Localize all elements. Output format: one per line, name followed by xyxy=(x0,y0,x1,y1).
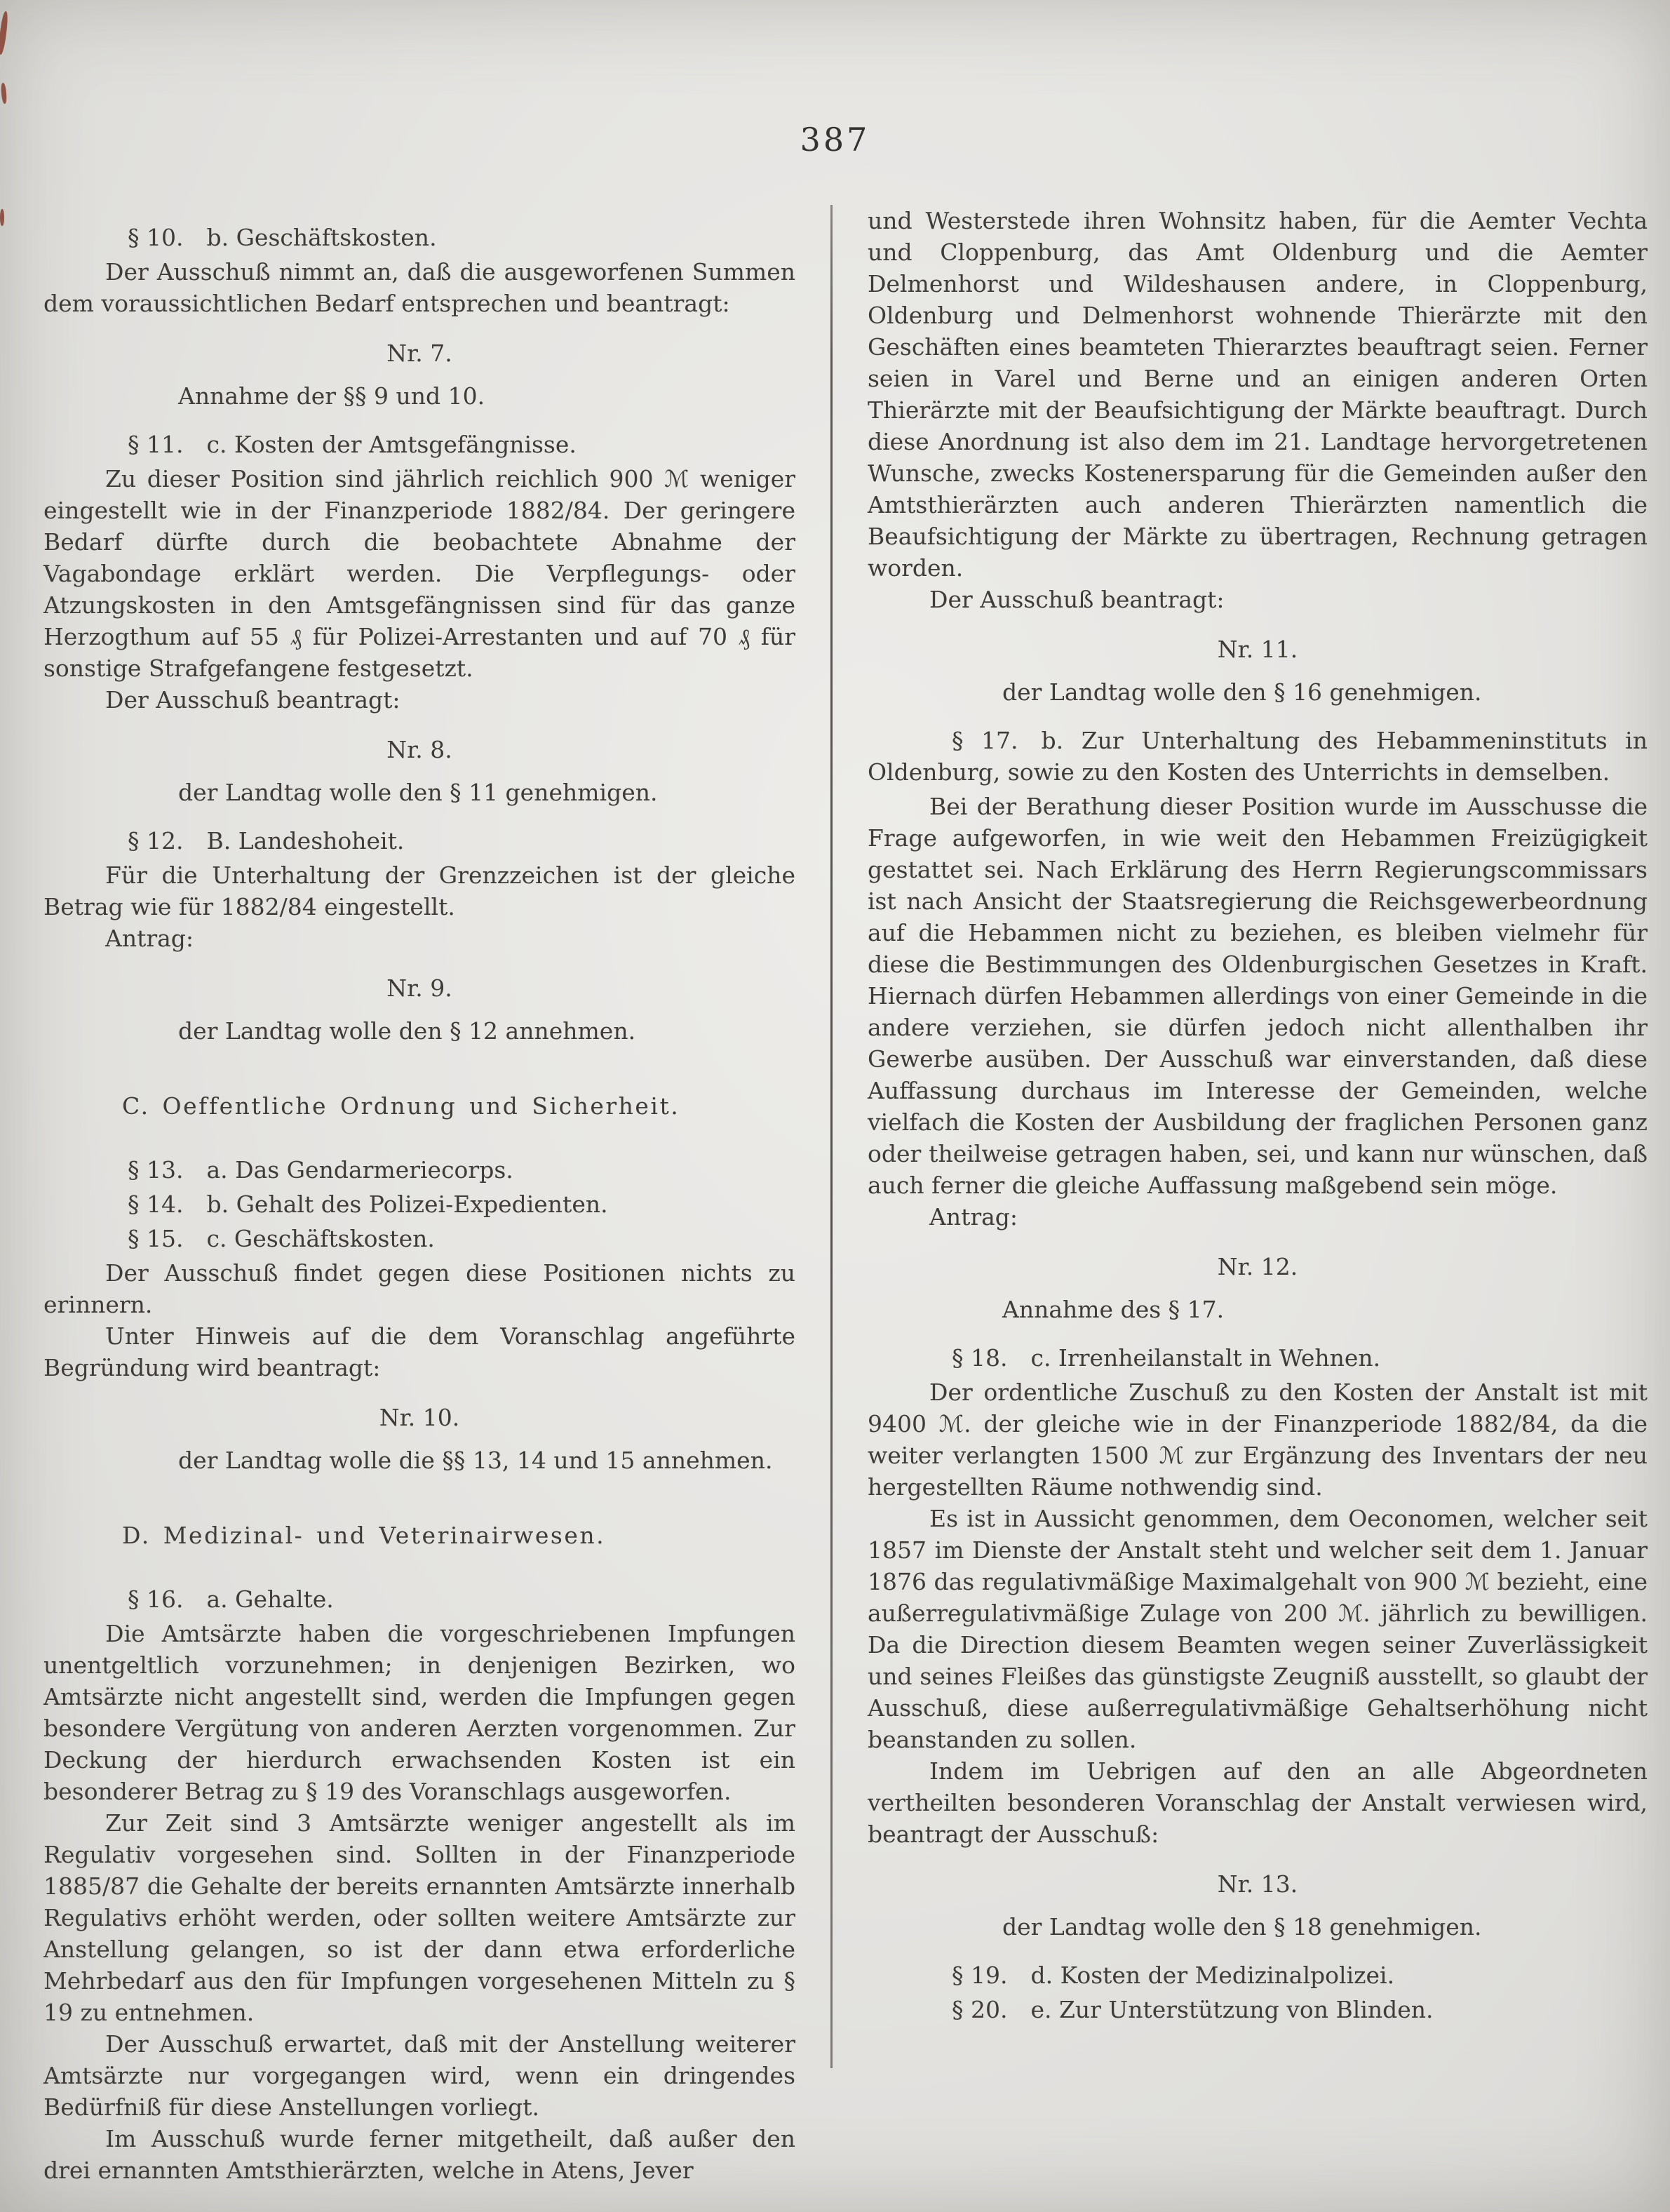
section-heading: § 11. c. Kosten der Amtsgefängnisse. xyxy=(128,431,577,458)
motion-text: der Landtag wolle den § 11 genehmigen. xyxy=(178,779,658,806)
motion-text: der Landtag wolle den § 18 genehmigen. xyxy=(1002,1913,1482,1940)
text-columns xyxy=(43,205,1648,2186)
motion-number: Nr. 13. xyxy=(1217,1870,1298,1898)
chapter-heading: C. Oeffentliche Ordnung und Sicherheit. xyxy=(122,1092,680,1120)
motion-number: Nr. 7. xyxy=(386,340,452,367)
paragraph: Der ordentliche Zuschuß zu den Kosten der Anstalt ist mit 9400 ℳ. der gleiche wie in der Finanzperiode 1882/84, da die weiter verlangten 1500 ℳ zur Ergänzung des Inventars der neu hergestellten Räume nothwendig sind. xyxy=(868,1379,1648,1501)
motion-text: Annahme der §§ 9 und 10. xyxy=(178,382,485,410)
section-heading: § 12. B. Landeshoheit. xyxy=(128,827,405,854)
left-column xyxy=(43,205,795,2186)
paragraph: Der Ausschuß beantragt: xyxy=(929,586,1225,613)
motion-number: Nr. 9. xyxy=(386,974,452,1002)
motion-text: der Landtag wolle die §§ 13, 14 und 15 annehmen. xyxy=(178,1447,773,1474)
scan-artifact xyxy=(0,11,9,55)
paragraph: Der Ausschuß beantragt: xyxy=(105,686,400,713)
page-number: 387 xyxy=(800,121,870,159)
paragraph: Zu dieser Position sind jährlich reichlich 900 ℳ weniger eingestellt wie in der Finanzperiode 1882/84. Der geringere Bedarf dürfte durch die beobachtete Abnahme der Vagabondage erklärt werden. Die Verpflegungs- oder Atzungskosten in den Amtsgefängnissen sind für das ganze Herzogthum auf 55 ₰ für Polizei-Arrestanten und auf 70 ₰ für sonstige Strafgefangene festgesetzt. xyxy=(43,465,795,682)
paragraph: Es ist in Aussicht genommen, dem Oeconomen, welcher seit 1857 im Dienste der Anstalt steht und welcher seit dem 1. Januar 1876 das regulativmäßige Maximalgehalt von 900 ℳ bezieht, eine außerregulativmäßige Zulage von 200 ℳ. jährlich zu bewilligen. Da die Direction diesem Beamten wegen seiner Zuverlässigkeit und seines Fleißes das günstigste Zeugniß ausstellt, so glaubt der Ausschuß, diese außerregulativmäßige Gehaltserhöhung nicht beanstanden zu sollen. xyxy=(868,1505,1648,1753)
paragraph: Für die Unterhaltung der Grenzzeichen ist der gleiche Betrag wie für 1882/84 eingestellt. xyxy=(43,862,795,920)
paragraph: Die Amtsärzte haben die vorgeschriebenen Impfungen unentgeltlich vorzunehmen; in denjenigen Bezirken, wo Amtsärzte nicht angestellt sind, werden die Impfungen gegen besondere Vergütung von anderen Aerzten vorgenommen. Zur Deckung der hierdurch erwachsenden Kosten ist ein besonderer Betrag zu § 19 des Voranschlags ausgeworfen. xyxy=(43,1620,795,1805)
motion-number: Nr. 10. xyxy=(379,1404,460,1431)
motion-text: Annahme des § 17. xyxy=(1002,1296,1225,1323)
motion-number: Nr. 11. xyxy=(1217,636,1298,663)
section-heading: § 16. a. Gehalte. xyxy=(128,1586,334,1613)
paragraph: Indem im Uebrigen auf den an alle Abgeordneten vertheilten besonderen Voranschlag der Anstalt verwiesen wird, beantragt der Ausschuß: xyxy=(868,1757,1648,1848)
section-heading: § 20. e. Zur Unterstützung von Blinden. xyxy=(952,1996,1434,2023)
chapter-heading: D. Medizinal- und Veterinairwesen. xyxy=(122,1522,606,1549)
paragraph: Der Ausschuß findet gegen diese Positionen nichts zu erinnern. xyxy=(43,1259,795,1318)
section-heading: § 17. b. Zur Unterhaltung des Hebammeninstituts in Oldenburg, sowie zu den Kosten des Unterrichts in demselben. xyxy=(868,727,1648,786)
section-heading: § 13. a. Das Gendarmeriecorps. xyxy=(128,1156,513,1184)
paragraph: Der Ausschuß nimmt an, daß die ausgeworfenen Summen dem voraussichtlichen Bedarf entsprechen und beantragt: xyxy=(43,258,795,317)
section-heading: § 15. c. Geschäftskosten. xyxy=(128,1225,435,1252)
motion-text: der Landtag wolle den § 12 annehmen. xyxy=(178,1017,636,1045)
motion-number: Nr. 8. xyxy=(386,736,452,763)
paragraph: Antrag: xyxy=(929,1203,1018,1231)
section-heading: § 19. d. Kosten der Medizinalpolizei. xyxy=(952,1962,1395,1989)
scan-artifact xyxy=(0,209,4,226)
paragraph: Antrag: xyxy=(105,925,194,952)
right-column xyxy=(868,205,1648,2028)
paragraph-continuation: und Westerstede ihren Wohnsitz haben, für die Aemter Vechta und Cloppenburg, das Amt Oldenburg und die Aemter Delmenhorst und Wildeshausen andere, in Cloppenburg, Oldenburg und Delmenhorst wohnende Thierärzte mit den Geschäften eines beamteten Thierarztes beauftragt seien. Ferner seien in Varel und Berne und an einigen anderen Orten Thierärzte mit der Beaufsichtigung der Märkte beauftragt. Durch diese Anordnung ist also dem im 21. Landtage hervorgetretenen Wunsche, zwecks Kostenersparung für die Gemeinden außer den Amtsthierärzten auch anderen Thierärzten namentlich die Beaufsichtigung der Märkte zu übertragen, Rechnung getragen worden. xyxy=(868,207,1648,582)
column-divider-rule xyxy=(830,205,833,2068)
paragraph: Zur Zeit sind 3 Amtsärzte weniger angestellt als im Regulativ vorgesehen sind. Sollten in der Finanzperiode 1885/87 die Gehalte der bereits ernannten Amtsärzte innerhalb Regulativs erhöht werden, oder sollten weitere Amtsärzte zur Anstellung gelangen, so ist der dann etwa erforderliche Mehrbedarf aus den für Impfungen vorgesehenen Mitteln zu § 19 zu entnehmen. xyxy=(43,1809,795,2026)
paragraph: Der Ausschuß erwartet, daß mit der Anstellung weiterer Amtsärzte nur vorgegangen wird, wenn ein dringendes Bedürfniß für diese Anstellungen vorliegt. xyxy=(43,2030,795,2121)
scan-artifact xyxy=(1,83,8,104)
paragraph: Unter Hinweis auf die dem Voranschlag angeführte Begründung wird beantragt: xyxy=(43,1322,795,1381)
section-heading: § 14. b. Gehalt des Polizei-Expedienten. xyxy=(128,1191,608,1218)
paragraph: Bei der Berathung dieser Position wurde im Ausschusse die Frage aufgeworfen, in wie weit den Hebammen Freizügigkeit gestattet sei. Nach Erklärung des Herrn Regierungscommissars ist nach Ansicht der Staatsregierung die Reichsgewerbeordnung auf die Hebammen nicht zu beziehen, es bleiben vielmehr für diese die Bestimmungen des Oldenburgischen Gesetzes in Kraft. Hiernach dürfen Hebammen allerdings von einer Gemeinde in die andere verziehen, sie dürfen jedoch nicht allenthalben ihr Gewerbe ausüben. Der Ausschuß war einverstanden, daß diese Auffassung durchaus im Interesse der Gemeinden, welche vielfach die Kosten der Ausbildung der fraglichen Personen ganz oder theilweise getragen haben, sei, und kann nur wünschen, daß auch ferner die gleiche Auffassung maßgebend sein möge. xyxy=(868,793,1648,1199)
motion-text: der Landtag wolle den § 16 genehmigen. xyxy=(1002,678,1482,706)
paragraph: Im Ausschuß wurde ferner mitgetheilt, daß außer den drei ernannten Amtsthierärzten, welche in Atens, Jever xyxy=(43,2125,795,2184)
section-heading: § 18. c. Irrenheilanstalt in Wehnen. xyxy=(952,1344,1381,1372)
section-heading: § 10. b. Geschäftskosten. xyxy=(128,224,437,251)
motion-number: Nr. 12. xyxy=(1217,1253,1298,1280)
